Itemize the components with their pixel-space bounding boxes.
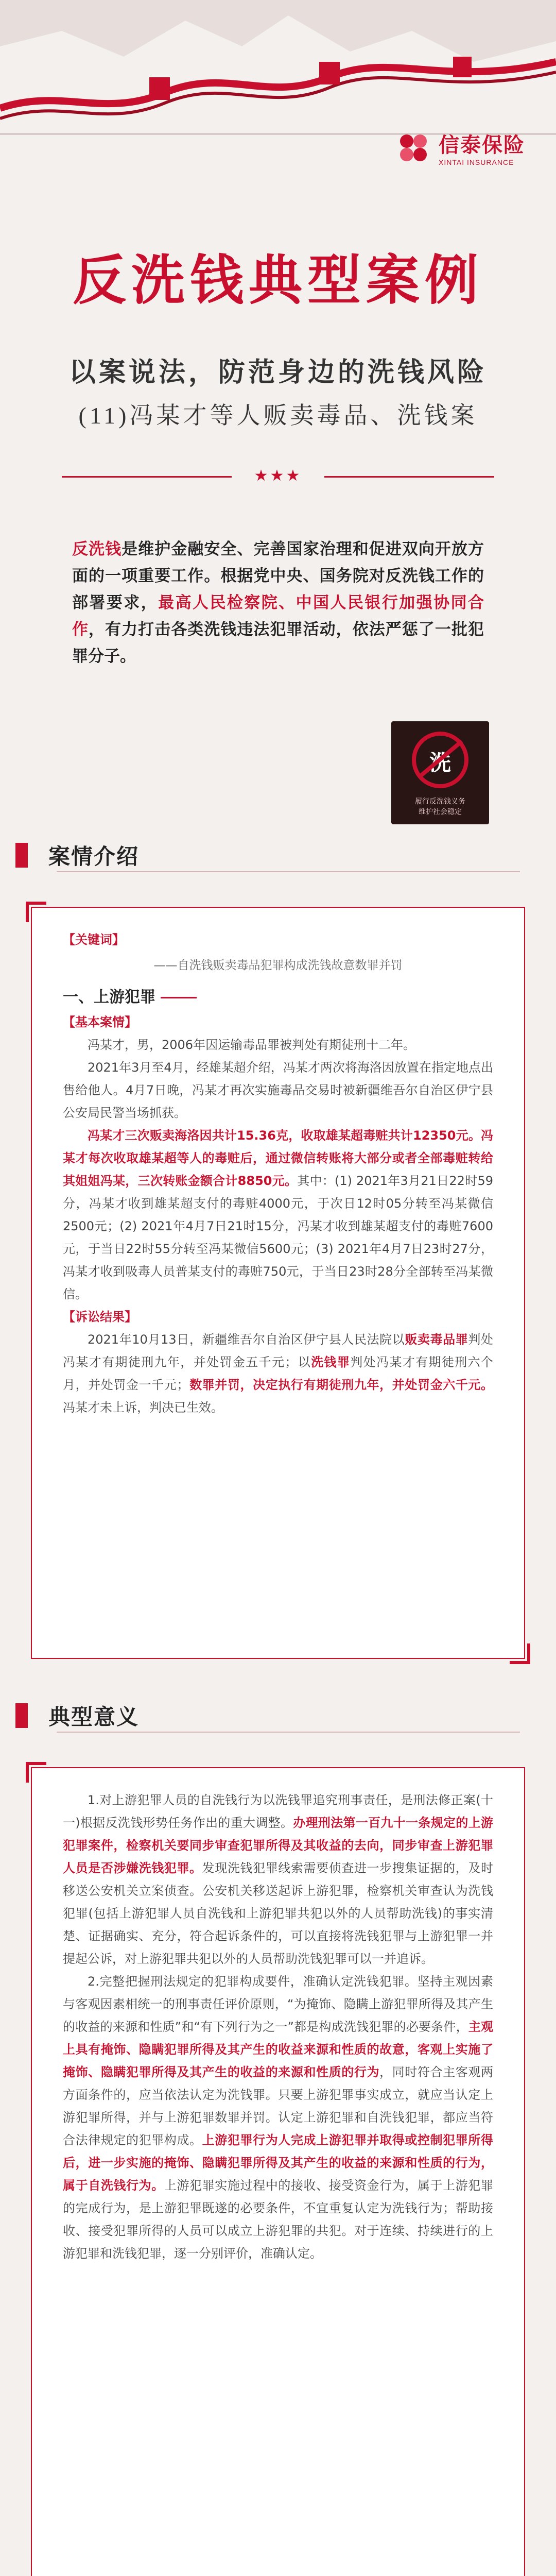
- significance-paragraph-2: 2.完整把握刑法规定的犯罪构成要件，准确认定洗钱犯罪。坚持主观因素与客观因素相统一的刑事责任评价原则，“为掩饰、隐瞒上游犯罪所得及其产生的收益的来源和性质”和“有下列行为之一”都是构成洗钱犯罪的必要条件，主观上具有掩饰、隐瞒犯罪所得及其产生的收益来源和性质的故意，客观上实施了掩饰、隐瞒犯罪所得及其产生的收益的来源和性质的行为，同时符合主客观两方面条件的，应当依法认定为洗钱罪。只要上游犯罪事实成立，就应当认定上游犯罪所得，并与上游犯罪数罪并罚。认定上游犯罪和自洗钱犯罪，都应当符合法律规定的犯罪构成。上游犯罪行为人完成上游犯罪并取得或控制犯罪所得后，进一步实施的掩饰、隐瞒犯罪所得及其产生的收益的来源和性质的行为，属于自洗钱行为。上游犯罪实施过程中的接收、接受资金行为，属于上游犯罪的完成行为，是上游犯罪既遂的必要条件，不宜重复认定为洗钱行为；帮助接收、接受犯罪所得的人员可以成立上游犯罪的共犯。对于连续、持续进行的上游犯罪和洗钱犯罪，逐一分别评价，准确认定。: [63, 1974, 494, 2261]
- basic-facts-tag: 【基本案情】: [63, 1015, 137, 1029]
- result-tag: 【诉讼结果】: [63, 1310, 137, 1324]
- image-caption-2: 维护社会稳定: [419, 808, 462, 816]
- intro-keyword-2: 最高人民检察院、中国人民银行加强协同合作: [72, 594, 484, 639]
- significance-paragraph-1: 1.对上游犯罪人员的自洗钱行为以洗钱罪追究刑事责任，是刑法修正案(十一)根据反洗钱形势任务作出的重大调整。办理刑法第一百九十一条规定的上游犯罪案件，检察机关要同步审查犯罪所得及其收益的去向，同步审查上游犯罪人员是否涉嫌洗钱犯罪。发现洗钱犯罪线索需要侦查进一步搜集证据的，及时移送公安机关立案侦查。公安机关移送起诉上游犯罪，检察机关审查认为洗钱犯罪(包括上游犯罪人员自洗钱和上游犯罪共犯以外的人员帮助洗钱)的事实清楚、证据确实、充分，符合起诉条件的，可以直接将洗钱犯罪与上游犯罪一并提起公诉，对上游犯罪共犯以外的人员帮助洗钱犯罪可以一并追诉。: [63, 1793, 494, 1966]
- intro-text-b: ，有力打击各类洗钱违法犯罪活动，依法严惩了一批犯罪分子。: [72, 620, 484, 666]
- star-icons: ★★★: [254, 467, 302, 484]
- section-heading-significance: [15, 1698, 139, 1734]
- upstream-crime-heading: 一、上游犯罪: [63, 986, 493, 1009]
- intro-paragraph: [72, 536, 484, 670]
- page-title: 反洗钱典型案例: [72, 249, 483, 312]
- intro-text-a: 是维护金融安全、完善国家治理和促进双向开放方面的一项重要工作。根据党中央、国务院对反洗钱工作的部署要求，: [72, 540, 484, 612]
- anti-money-laundering-image: [391, 721, 489, 824]
- intro-keyword: 反洗钱: [72, 540, 122, 558]
- keyword-tag: 【关键词】: [63, 933, 125, 947]
- case-paragraph-3: 冯某才三次贩卖海洛因共计15.36克，收取雄某超毒赃共计12350元。冯某才每次收取雄某超等人的毒赃后，通过微信转账将大部分或者全部毒赃转给其姐姐冯某，三次转账金额合计8850元。其中：(1) 2021年3月21日22时59分，冯某才收到雄某超支付的毒赃4000元，于次日12时05分转至冯某微信2500元；(2) 2021年4月7日21时15分，冯某才收到雄某超支付的毒赃7600元，于当日22时55分转至冯某微信5600元；(3) 2021年4月7日23时27分，冯某才收到吸毒人员普某支付的毒赃750元，于当日23时28分全部转至冯某微信。: [63, 1128, 494, 1301]
- laundering-glyph: 洗: [429, 752, 451, 775]
- case-card: [31, 907, 525, 1659]
- brand-logo: [395, 129, 525, 166]
- significance-card: [31, 1767, 525, 2576]
- section-heading-case: [15, 837, 139, 873]
- image-caption-1: 履行反洗钱义务: [415, 798, 465, 806]
- case-title: (11)冯某才等人贩卖毒品、洗钱案: [78, 402, 478, 429]
- brand-name: 信泰保险: [439, 134, 525, 157]
- page-subtitle: 以案说法，防范身边的洗钱风险: [68, 358, 487, 387]
- star-divider: [62, 469, 494, 484]
- case-paragraph-2: 2021年3月至4月，经雄某超介绍，冯某才两次将海洛因放置在指定地点出售给他人。4月7日晚，冯某才再次实施毒品交易时被新疆维吾尔自治区伊宁县公安局民警当场抓获。: [63, 1060, 493, 1120]
- xintai-logo-icon: [395, 130, 431, 166]
- case-paragraph-4: 2021年10月13日，新疆维吾尔自治区伊宁县人民法院以贩卖毒品罪判处冯某才有期徒刑九年，并处罚金五千元；以洗钱罪判处冯某才有期徒刑六个月，并处罚金一千元；数罪并罚，决定执行有期徒刑九年，并处罚金六千元。冯某才未上诉，判决已生效。: [63, 1332, 494, 1415]
- section-title-case: 案情介绍: [48, 844, 140, 869]
- case-paragraph-1: 冯某才，男，2006年因运输毒品罪被判处有期徒刑十二年。: [88, 1038, 416, 1052]
- brand-name-en: XINTAI INSURANCE: [439, 158, 514, 166]
- great-wall-illustration: [0, 0, 556, 144]
- section-title-significance: 典型意义: [48, 1704, 140, 1730]
- header: [0, 0, 556, 546]
- keyword-note: ——自洗钱贩卖毒品犯罪构成洗钱故意数罪并罚: [153, 959, 403, 972]
